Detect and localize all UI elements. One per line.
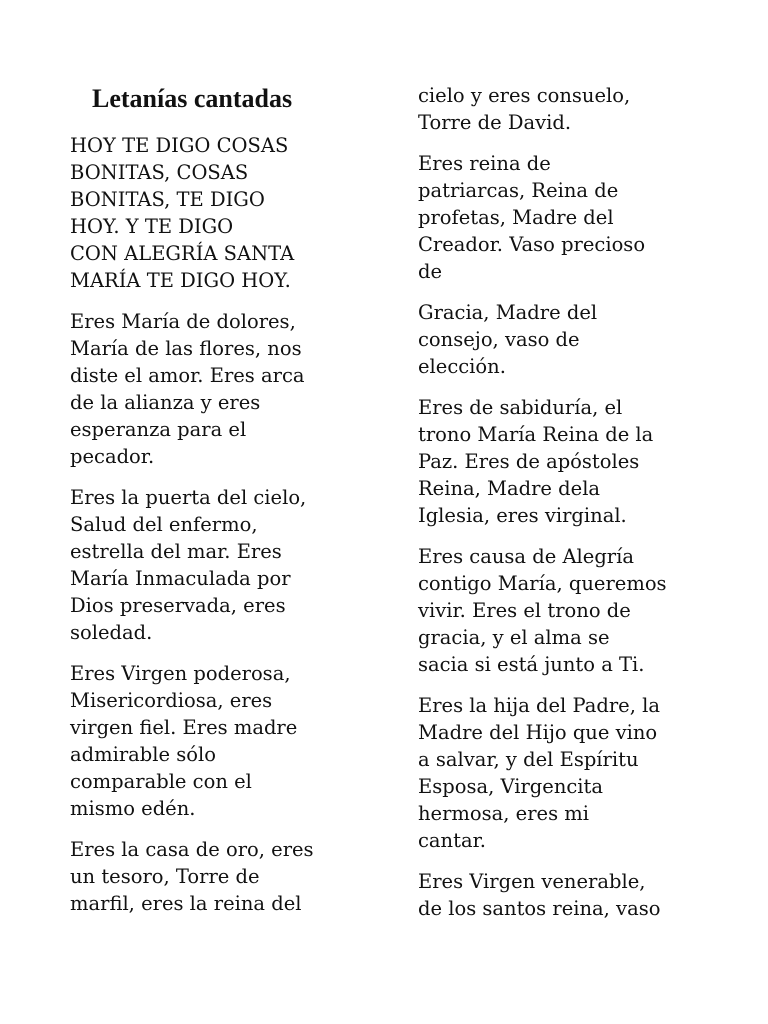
page-title: Letanías cantadas bbox=[92, 84, 293, 113]
paragraph bbox=[70, 836, 360, 917]
text-line: Eres causa de Alegría bbox=[418, 545, 634, 568]
paragraph bbox=[70, 484, 360, 646]
text-line: Eres la puerta del cielo, bbox=[70, 486, 307, 509]
text-line: diste el amor. Eres arca bbox=[70, 364, 305, 387]
left-column bbox=[70, 132, 360, 931]
text-line: Iglesia, eres virginal. bbox=[418, 504, 627, 527]
text-line: Misericordiosa, eres bbox=[70, 689, 273, 712]
text-line: a salvar, y del Espíritu bbox=[418, 748, 639, 771]
paragraph bbox=[70, 660, 360, 822]
text-line: admirable sólo bbox=[70, 743, 216, 766]
text-line: María Inmaculada por bbox=[70, 567, 291, 590]
text-line: marfil, eres la reina del bbox=[70, 892, 302, 915]
text-line: Reina, Madre dela bbox=[418, 477, 601, 500]
text-line: esperanza para el bbox=[70, 418, 247, 441]
text-line: CON ALEGRÍA SANTA bbox=[70, 242, 295, 265]
paragraph bbox=[418, 82, 708, 136]
text-line: patriarcas, Reina de bbox=[418, 179, 619, 202]
text-line: cielo y eres consuelo, bbox=[418, 84, 631, 107]
text-line: hermosa, eres mi bbox=[418, 802, 590, 825]
text-line: María de las flores, nos bbox=[70, 337, 302, 360]
paragraph bbox=[418, 543, 708, 678]
text-line: MARÍA TE DIGO HOY. bbox=[70, 269, 291, 292]
text-line: Creador. Vaso precioso bbox=[418, 233, 646, 256]
text-line: estrella del mar. Eres bbox=[70, 540, 282, 563]
text-line: Eres reina de bbox=[418, 152, 551, 175]
text-line: Salud del enfermo, bbox=[70, 513, 258, 536]
text-line: Eres Virgen poderosa, bbox=[70, 662, 291, 685]
text-line: de la alianza y eres bbox=[70, 391, 261, 414]
text-line: BONITAS, COSAS bbox=[70, 161, 249, 184]
text-line: elección. bbox=[418, 355, 506, 378]
text-line: comparable con el bbox=[70, 770, 252, 793]
text-line: HOY. Y TE DIGO bbox=[70, 215, 234, 238]
text-line: pecador. bbox=[70, 445, 155, 468]
text-line: de los santos reina, vaso bbox=[418, 897, 661, 920]
text-line: Torre de David. bbox=[418, 111, 572, 134]
text-line: contigo María, queremos bbox=[418, 572, 667, 595]
text-line: gracia, y el alma se bbox=[418, 626, 610, 649]
text-line: HOY TE DIGO COSAS bbox=[70, 134, 289, 157]
text-line: virgen fiel. Eres madre bbox=[70, 716, 298, 739]
paragraph bbox=[70, 308, 360, 470]
text-line: cantar. bbox=[418, 829, 486, 852]
text-line: Eres de sabiduría, el bbox=[418, 396, 623, 419]
text-line: Eres María de dolores, bbox=[70, 310, 296, 333]
paragraph bbox=[418, 299, 708, 380]
paragraph bbox=[418, 150, 708, 285]
text-line: Gracia, Madre del bbox=[418, 301, 598, 324]
text-line: Dios preservada, eres bbox=[70, 594, 286, 617]
text-line: vivir. Eres el trono de bbox=[418, 599, 631, 622]
text-line: mismo edén. bbox=[70, 797, 196, 820]
text-line: Paz. Eres de apóstoles bbox=[418, 450, 640, 473]
text-line: BONITAS, TE DIGO bbox=[70, 188, 265, 211]
text-line: consejo, vaso de bbox=[418, 328, 580, 351]
text-line: Eres la hija del Padre, la bbox=[418, 694, 660, 717]
text-line: un tesoro, Torre de bbox=[70, 865, 260, 888]
text-line: profetas, Madre del bbox=[418, 206, 614, 229]
text-line: soledad. bbox=[70, 621, 153, 644]
text-line: sacia si está junto a Ti. bbox=[418, 653, 645, 676]
paragraph bbox=[70, 132, 360, 294]
text-line: Eres la casa de oro, eres bbox=[70, 838, 314, 861]
text-line: de bbox=[418, 260, 443, 283]
paragraph bbox=[418, 692, 708, 854]
paragraph bbox=[418, 394, 708, 529]
right-column bbox=[418, 82, 708, 936]
text-line: trono María Reina de la bbox=[418, 423, 654, 446]
text-line: Eres Virgen venerable, bbox=[418, 870, 646, 893]
text-line: Madre del Hijo que vino bbox=[418, 721, 658, 744]
text-line: Esposa, Virgencita bbox=[418, 775, 603, 798]
paragraph bbox=[418, 868, 708, 922]
